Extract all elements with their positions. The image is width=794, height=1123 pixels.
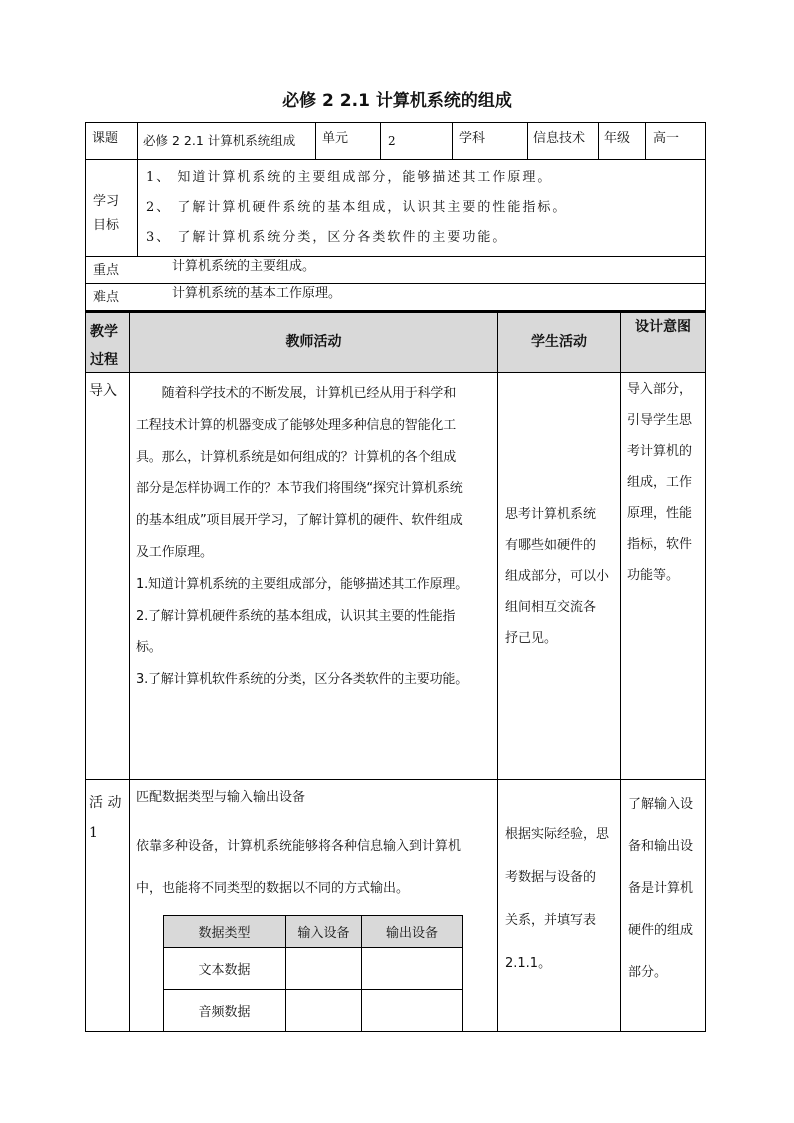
text-line: 指标，软件 [627,537,693,552]
rule [137,122,138,256]
text-line: 组间相互交流各 [505,600,597,615]
course-value: 必修 2 2.1 计算机系统组成 [143,133,296,148]
text-line: 了解输入设 [628,797,694,812]
goal-item: 3、 了解计算机系统分类，区分各类软件的主要功能。 [146,230,508,245]
table-header: 数据类型 [164,916,286,948]
label-line: 活 动 [89,795,122,811]
activity1-student-text [505,813,609,985]
rule [85,283,706,284]
label-line: 1 [89,825,98,841]
subject-value: 信息技术 [533,131,586,146]
process-col-header [90,318,118,374]
text-line: 考数据与设备的 [505,870,597,885]
intro-student-text [505,499,609,654]
rule [85,372,706,373]
table-cell: 音频数据 [164,990,286,1032]
text-line: 有哪些如硬件的 [505,538,597,553]
table-cell: 文本数据 [164,948,286,990]
table-header: 输入设备 [286,916,362,948]
header-line: 教学 [90,324,118,340]
text-line: 组成，工作 [627,475,693,490]
text-line: 依靠多种设备，计算机系统能够将各种信息输入到计算机 [136,839,462,854]
teacher-activity-header: 教师活动 [285,334,342,350]
rule [645,122,646,159]
rule [705,122,706,310]
text-line: 工程技术计算的机器变成了能够处理多种信息的智能化工 [136,417,457,433]
table-header: 输出设备 [362,916,463,948]
text-line: 中，也能将不同类型的数据以不同的方式输出。 [136,881,410,896]
text-line: 及工作原理。 [136,544,213,560]
table-cell[interactable] [286,948,362,990]
table-cell[interactable] [286,990,362,1032]
text-line: 原理，性能 [627,506,693,521]
table-cell[interactable] [362,948,463,990]
text-line: 备是计算机 [628,881,694,896]
design-intent-header: 设计意图 [635,319,691,335]
text-line: 组成部分，可以小 [505,569,610,584]
text-line: 具。那么，计算机系统是如何组成的？计算机的各个组成 [136,449,457,465]
text-line: 备和输出设 [628,839,694,854]
rule [315,122,316,159]
grade-label: 年级 [604,131,631,146]
text-line: 抒己见。 [505,631,558,646]
difficulty-label: 难点 [93,290,120,305]
rule [85,779,706,780]
table-row [164,948,463,990]
text-line: 硬件的组成 [628,923,694,938]
activity1-heading: 匹配数据类型与输入输出设备 [136,790,306,805]
text-line: 随着科学技术的不断发展，计算机已经从用于科学和 [136,386,457,401]
goal-item: 2、 了解计算机硬件系统的基本组成，认识其主要的性能指标。 [146,200,568,215]
goals-list [146,163,567,253]
rule [527,122,528,159]
page-title: 必修 2 2.1 计算机系统的组成 [282,91,512,111]
table-row [164,990,463,1032]
goals-label-line: 目标 [93,218,120,233]
rule [497,311,498,1032]
header-line: 过程 [90,352,118,368]
text-line: 关系，并填写表 [505,913,597,928]
text-line: 引导学生思 [627,413,693,428]
text-line: 根据实际经验，思 [505,827,610,842]
table-header-row [164,916,463,948]
goals-label [93,190,119,238]
text-line: 标。 [136,640,162,656]
rule [85,122,86,310]
goals-label-line: 学习 [93,194,120,209]
table-cell[interactable] [362,990,463,1032]
rule [85,159,706,160]
text-line: 2.1.1。 [505,956,552,971]
key-point-label: 重点 [93,263,120,278]
rule [129,311,130,1032]
difficulty-value: 计算机系统的基本工作原理。 [172,286,342,301]
rule [85,256,706,257]
activity1-intent-text [628,784,693,994]
activity1-teacher-text [136,826,494,910]
text-line: 功能等。 [627,568,680,583]
rule [705,311,706,1032]
activity1-label [89,788,121,848]
rule [380,122,381,159]
text-line: 导入部分， [627,382,693,397]
key-point-value: 计算机系统的主要组成。 [172,259,316,274]
rule [452,122,453,159]
text-line: 2.了解计算机硬件系统的基本组成，认识其主要的性能指 [136,608,456,624]
student-activity-header: 学生活动 [531,334,587,350]
goal-item: 1、 知道计算机系统的主要组成部分，能够描述其工作原理。 [146,170,553,185]
rule [85,122,706,123]
rule [85,311,86,1032]
text-line: 考计算机的 [627,444,693,459]
course-label: 课题 [92,131,119,146]
text-line: 部分。 [628,965,668,980]
subject-label: 学科 [459,131,486,146]
unit-value: 2 [388,134,396,148]
intro-label: 导入 [89,383,117,399]
rule [598,122,599,159]
text-line: 部分是怎样协调工作的？本节我们将围绕“探究计算机系统 [136,481,463,497]
unit-label: 单元 [322,131,349,146]
text-line: 思考计算机系统 [505,507,597,522]
rule [85,311,706,313]
text-line: 的基本组成”项目展开学习，了解计算机的硬件、软件组成 [136,513,463,529]
text-line: 1.知道计算机系统的主要组成部分，能够描述其工作原理。 [136,576,469,592]
rule [620,311,621,1032]
data-device-table [163,915,463,1032]
intro-intent-text [627,374,692,591]
text-line: 3.了解计算机软件系统的分类，区分各类软件的主要功能。 [136,672,469,688]
intro-teacher-text [136,378,494,696]
grade-value: 高一 [653,131,680,146]
